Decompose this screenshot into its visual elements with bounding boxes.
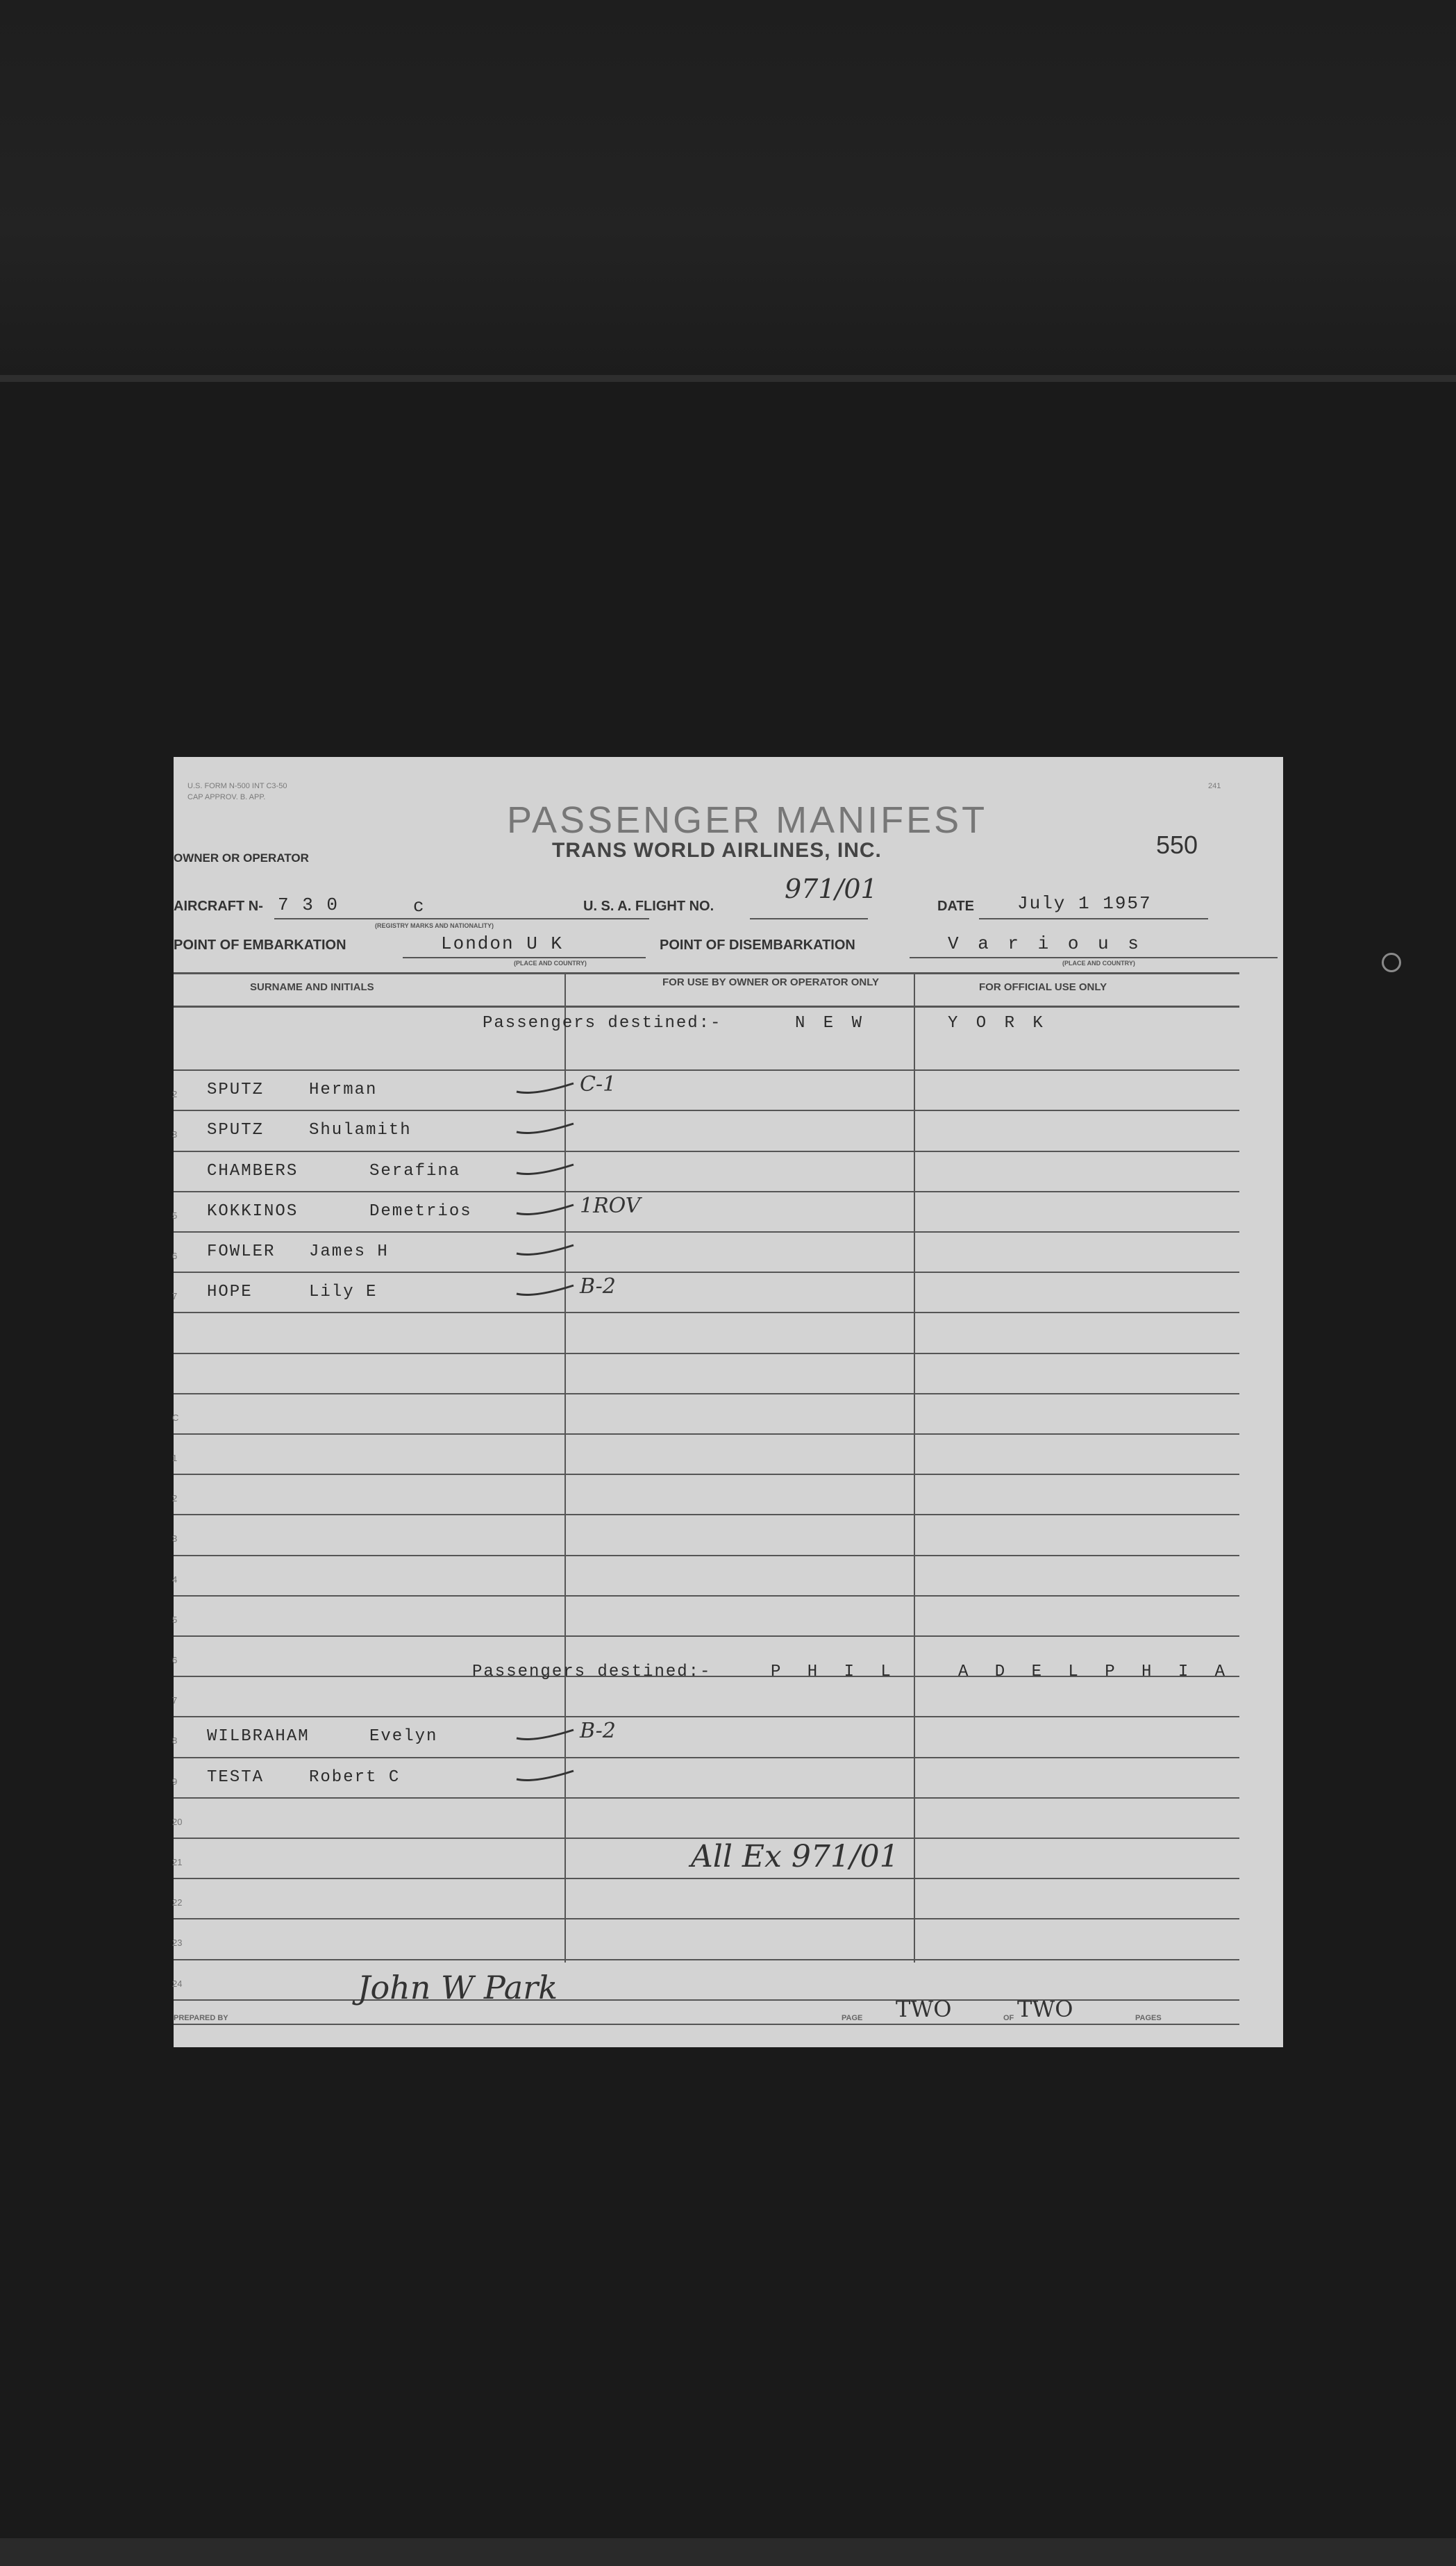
manifest-sheet [174,757,1283,2047]
col-official-header: FOR OFFICIAL USE ONLY [979,981,1107,993]
passenger-given-name: James H [309,1242,389,1261]
table-row [174,1151,1239,1191]
group-label-new-york: Passengers destined:- [483,1014,722,1033]
col-owner-header: FOR USE BY OWNER OR OPERATOR ONLY [662,976,879,988]
form-number: U.S. FORM N-500 INT C3-50 [187,782,287,790]
table-row [174,1918,1239,1958]
row-number: 21 [172,1857,183,1867]
table-row [174,1231,1239,1272]
airline-name: TRANS WORLD AIRLINES, INC. [552,839,882,862]
table-row [174,1878,1239,1918]
flight-label: U. S. A. FLIGHT NO. [583,899,714,914]
group-destination-adelphia: A D E L P H I A [958,1663,1234,1681]
table-row [174,1757,1239,1797]
handwritten-annotation: All Ex 971/01 [691,1839,899,1874]
embark-underline [403,957,646,958]
passenger-surname: SPUTZ [207,1081,265,1099]
page-value: TWO [896,1996,952,2022]
row-number: 8 [172,1735,178,1746]
row-number: 2 [172,1089,178,1099]
table-row [174,1474,1239,1514]
row-number: 3 [172,1129,178,1140]
row-number: 5 [172,1210,178,1221]
passenger-surname: SPUTZ [207,1121,265,1140]
header-rule-top [174,972,1239,974]
check-mark [514,1115,562,1135]
row-number: 23 [172,1938,183,1948]
group-destination-york: Y O R K [948,1014,1047,1033]
passenger-given-name: Herman [309,1081,378,1099]
check-mark [514,1277,562,1297]
date-label: DATE [937,899,974,914]
check-mark [514,1156,562,1176]
aircraft-underline [274,918,649,919]
of-label: OF [1003,2014,1014,2022]
table-row [174,1110,1239,1150]
scan-registration-mark [1382,953,1401,972]
check-mark [514,1722,562,1741]
passenger-given-name: Robert C [309,1768,401,1787]
passenger-surname: HOPE [207,1283,253,1301]
check-mark [514,1237,562,1256]
row-number: 1 [172,1453,178,1463]
header-rule-bottom [174,1006,1239,1008]
aircraft-subcaption: (REGISTRY MARKS AND NATIONALITY) [375,922,494,929]
group-label-philadelphia: Passengers destined:- [472,1663,712,1681]
table-row [174,1797,1239,1838]
table-row [174,1191,1239,1231]
film-border-top [0,0,1456,381]
pages-label: PAGES [1135,2014,1162,2022]
passenger-given-name: Demetrios [369,1202,472,1221]
film-border-bottom [0,2538,1456,2566]
row-rule [174,1999,1239,2001]
passenger-surname: CHAMBERS [207,1162,299,1181]
embark-subcaption: (PLACE AND COUNTRY) [514,960,587,967]
check-mark [514,1197,562,1216]
page-label: PAGE [842,2014,863,2022]
flight-underline [750,918,868,919]
disembark-underline [910,957,1278,958]
aircraft-suffix: c [413,896,426,917]
embark-label: POINT OF EMBARKATION [174,938,346,953]
row-number: 5 [172,1615,178,1625]
embark-value: London U K [441,933,564,954]
passenger-surname: KOKKINOS [207,1202,299,1221]
table-row [174,1069,1239,1110]
form-approval: CAP APPROV. B. APP. [187,793,266,801]
preparer-signature: John W Park [358,1969,558,2006]
table-row [174,1595,1239,1635]
row-number: 20 [172,1817,183,1827]
table-row [174,1393,1239,1433]
row-number: 6 [172,1251,178,1261]
check-mark [514,1075,562,1094]
check-mark [514,1763,562,1782]
group-destination-new: N E W [795,1014,867,1033]
passenger-given-name: Evelyn [369,1727,438,1746]
table-row [174,1555,1239,1595]
aircraft-number: 7 3 0 [278,894,340,915]
corner-mark: 241 [1208,782,1221,790]
table-row [174,1029,1239,1069]
owner-mark: C-1 [580,1072,617,1097]
group-destination-phil: P H I L [771,1663,899,1681]
disembark-label: POINT OF DISEMBARKATION [660,938,855,953]
table-row [174,1514,1239,1554]
date-value: July 1 1957 [1017,893,1152,914]
row-number: 4 [172,1574,178,1585]
flight-number: 971/01 [785,874,878,904]
owner-mark: B-2 [580,1719,616,1743]
owner-mark: 1ROV [580,1194,641,1218]
row-number: 3 [172,1533,178,1544]
date-underline [979,918,1208,919]
row-number: 7 [172,1695,178,1706]
table-row [174,1676,1239,1716]
passenger-surname: WILBRAHAM [207,1727,310,1746]
of-value: TWO [1017,1996,1073,2022]
row-number: 7 [172,1291,178,1301]
row-number: 24 [172,1978,183,1989]
row-number: 9 [172,1776,178,1787]
table-row [174,1959,1239,1999]
row-number: 6 [172,1655,178,1665]
footer-rule [174,2024,1239,2025]
disembark-value: V a r i o u s [948,933,1143,954]
passenger-surname: FOWLER [207,1242,276,1261]
sheet-number: 550 [1156,831,1198,859]
row-number: 22 [172,1897,183,1908]
owner-label: OWNER OR OPERATOR [174,851,309,865]
table-row [174,1716,1239,1756]
table-row [174,1353,1239,1393]
row-number: C [172,1413,179,1423]
row-number: 2 [172,1493,178,1503]
passenger-given-name: Shulamith [309,1121,412,1140]
col-surname-header: SURNAME AND INITIALS [250,981,374,993]
table-row [174,1272,1239,1312]
passenger-surname: TESTA [207,1768,265,1787]
passenger-given-name: Lily E [309,1283,378,1301]
owner-mark: B-2 [580,1274,616,1299]
prepared-label: PREPARED BY [174,2014,228,2022]
disembark-subcaption: (PLACE AND COUNTRY) [1062,960,1135,967]
aircraft-label: AIRCRAFT N- [174,899,263,914]
table-row [174,1433,1239,1474]
passenger-given-name: Serafina [369,1162,461,1181]
table-row [174,1312,1239,1352]
form-title: PASSENGER MANIFEST [507,799,988,841]
film-separator [0,375,1456,382]
